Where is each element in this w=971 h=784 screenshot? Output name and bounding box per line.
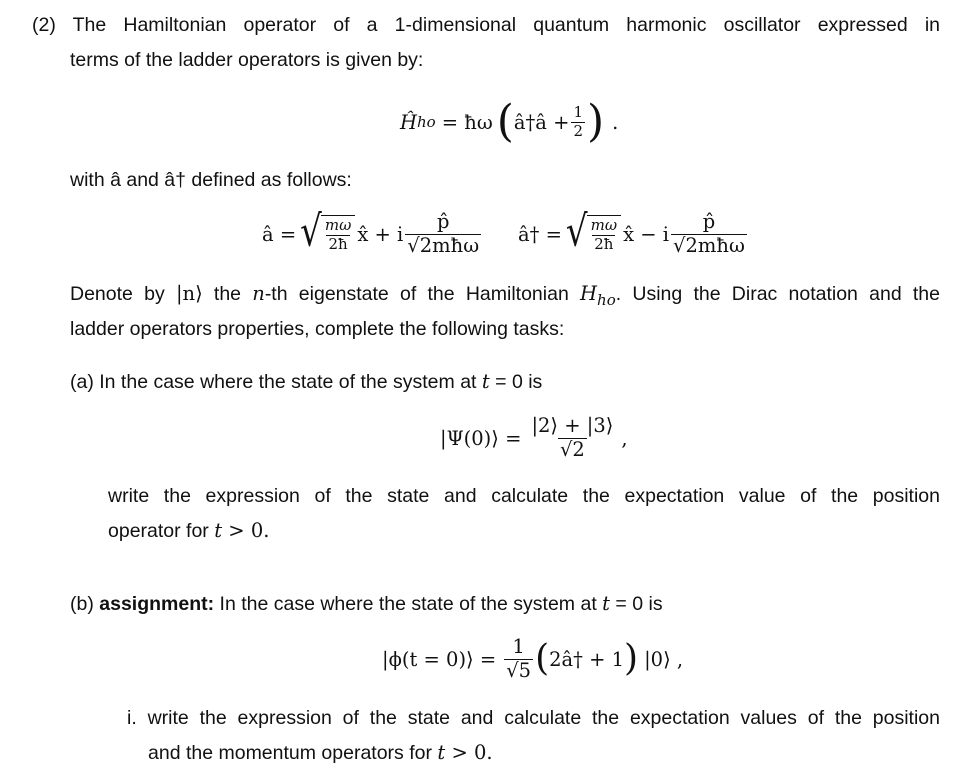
part-a-task-line-2: [108, 519, 269, 543]
with-line: with â and â† defined as follows:: [70, 169, 352, 191]
adag-p-numerator: p̂: [702, 210, 716, 234]
hamiltonian-symbol: Ĥ: [400, 110, 418, 134]
part-b-sub-i-text: and the momentum operators for: [148, 742, 438, 764]
one-half-fraction: [571, 104, 585, 140]
hamiltonian-trail: .: [612, 110, 619, 134]
part-a-label: [70, 370, 542, 394]
a-p-denominator-text: 2mħω: [419, 233, 480, 257]
assignment-label: assignment:: [99, 593, 215, 615]
adag-momentum-fraction: [671, 211, 747, 257]
part-b-sub-i-line-2: [148, 741, 493, 765]
a-sqrt-denominator: 2ħ: [328, 234, 348, 253]
adag-sqrt: [565, 206, 621, 257]
adag-middle: x̂ − i: [623, 222, 670, 246]
a-dagger-operator-equation: [518, 204, 749, 264]
psi-equation: [440, 408, 628, 468]
hamiltonian-term: â†â +: [513, 110, 570, 134]
denote-text-c: -th eigenstate of the Hamiltonian: [264, 283, 581, 305]
part-b-condition: = 0 is: [610, 593, 663, 615]
left-paren: (: [535, 638, 550, 679]
intro-line-2: terms of the ladder operators is given by:: [70, 49, 424, 71]
a-operator-equation: [262, 204, 483, 264]
symbol-t: t: [481, 370, 490, 393]
denote-line-2: ladder operators properties, complete the following tasks:: [70, 318, 565, 340]
hamiltonian-subscript: ho: [417, 113, 436, 131]
adag-sqrt-denominator: 2ħ: [594, 234, 614, 253]
adag-sqrt-fraction: [589, 217, 619, 253]
left-paren: (: [496, 96, 514, 147]
phi-numerator: 1: [512, 635, 525, 659]
a-momentum-fraction: [405, 211, 481, 257]
denote-text-b: the: [202, 283, 253, 305]
phi-ket: |0⟩ ,: [644, 647, 684, 671]
phi-denominator-text: 5: [518, 658, 532, 682]
adag-p-denominator: √2mħω: [673, 233, 745, 257]
right-paren: ): [586, 96, 605, 147]
half-denominator: 2: [573, 121, 583, 140]
adag-p-denominator-text: 2mħω: [685, 233, 745, 257]
symbol-t: t: [437, 741, 446, 764]
sqrt-radical: √: [300, 206, 322, 257]
psi-denominator-text: 2: [572, 437, 585, 461]
symbol-t: t: [214, 519, 223, 542]
part-b-text: In the case where the state of the system at: [214, 593, 603, 615]
symbol-t: t: [602, 592, 610, 615]
right-paren: ): [624, 638, 639, 679]
psi-fraction: [529, 415, 615, 461]
phi-lhs: |ϕ(t = 0)⟩ =: [382, 647, 497, 671]
psi-numerator: |2⟩ + |3⟩: [531, 414, 614, 438]
adag-lhs: â† =: [518, 222, 562, 246]
adag-sqrt-numerator: mω: [590, 216, 618, 235]
part-b-prefix: (b): [70, 593, 100, 615]
a-p-denominator: √2mħω: [407, 233, 480, 257]
denote-text-d: . Using the Dirac notation and the: [615, 283, 940, 305]
phi-denominator: √5: [506, 658, 532, 682]
psi-lhs: |Ψ(0)⟩ =: [440, 426, 522, 450]
a-sqrt-fraction: [323, 217, 353, 253]
hamiltonian-equation: [400, 94, 618, 150]
symbol-h-subscript: ho: [597, 290, 616, 309]
symbol-n: n: [252, 282, 265, 305]
a-sqrt-numerator: mω: [324, 216, 352, 235]
hamiltonian-prefix: = ħω: [441, 110, 493, 134]
a-lhs: â =: [262, 222, 297, 246]
half-numerator: 1: [573, 103, 583, 122]
part-a-text: (a) In the case where the state of the system at: [70, 371, 482, 393]
symbol-h: H: [580, 282, 598, 305]
phi-inner: 2â† + 1: [549, 647, 625, 671]
a-middle: x̂ + i: [357, 222, 404, 246]
part-a-condition: = 0 is: [489, 371, 543, 393]
psi-denominator: √2: [559, 437, 585, 461]
part-b-label: [70, 592, 663, 616]
intro-line-1: (2) The Hamiltonian operator of a 1-dimensional quantum harmonic oscillator expressed in: [32, 14, 940, 36]
part-b-sub-i-line-1: i. write the expression of the state and calculate the expectation values of the position: [127, 707, 940, 729]
psi-trail: ,: [621, 426, 628, 450]
sqrt-radical: √: [565, 206, 588, 257]
part-a-task-line-1: write the expression of the state and calculate the expectation value of the position: [108, 485, 940, 507]
denote-text-a: Denote by: [70, 283, 176, 305]
a-p-numerator: p̂: [436, 210, 450, 234]
phi-fraction: [504, 636, 533, 682]
part-b-sub-i-tail: > 0.: [445, 741, 493, 764]
denote-line-1: [70, 282, 940, 312]
phi-equation: [382, 628, 683, 690]
part-a-task2-text: operator for: [108, 520, 215, 542]
ket-n: |n⟩: [175, 282, 203, 305]
part-a-task2-tail: > 0.: [222, 519, 270, 542]
a-sqrt: [300, 206, 355, 257]
